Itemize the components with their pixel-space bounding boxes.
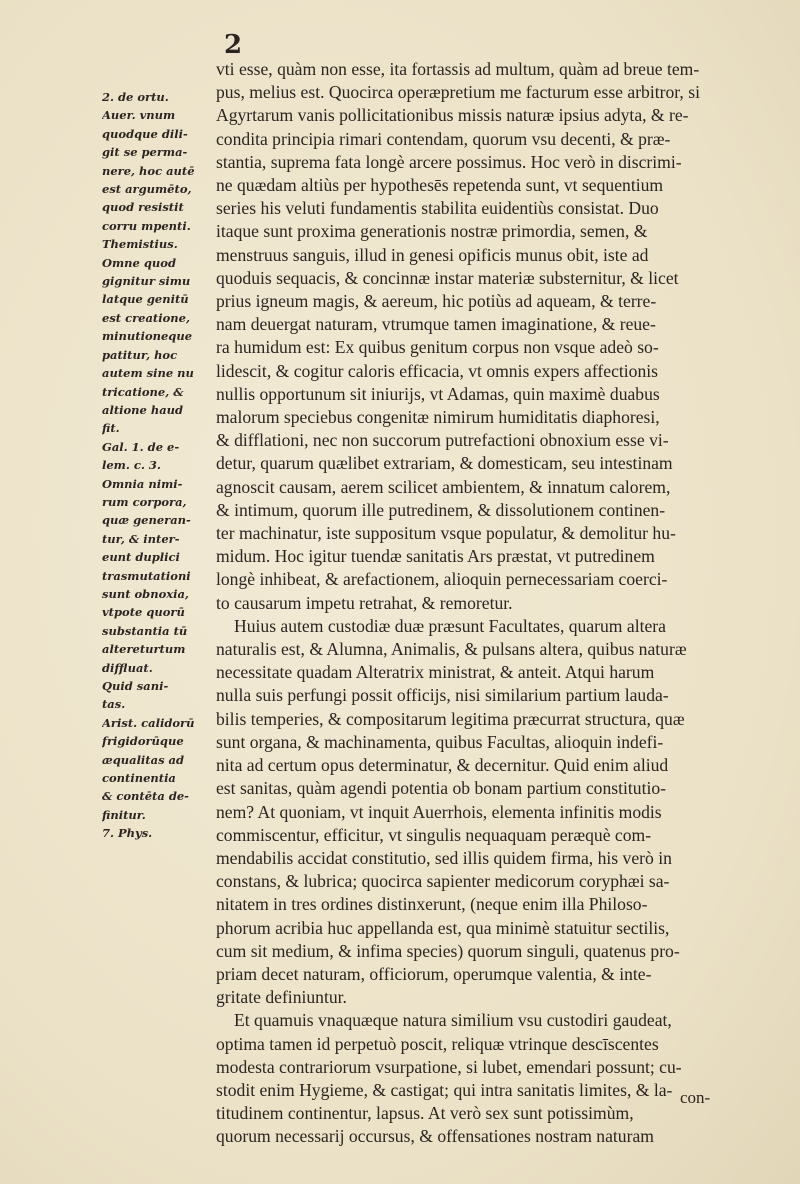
- text-line: longè inhibeat, & arefactionem, alioquin pernecessariam coerci-: [216, 569, 668, 590]
- margin-note-line: quæ generan-: [102, 513, 191, 528]
- margin-note-line: nere, hoc autē: [102, 163, 195, 178]
- text-line: bilis temperies, & compositarum legitima præcurrat structura, quæ: [216, 708, 685, 729]
- margin-note-line: Arist. calidorū: [102, 715, 195, 730]
- margin-note-line: git se perma-: [102, 145, 188, 160]
- text-line: priam decet naturam, officiorum, operumque valentia, & inte-: [216, 963, 652, 984]
- text-line: stodit enim Hygieme, & castigat; qui intra sanitatis limites, & la-: [216, 1079, 673, 1100]
- margin-note-line: trasmutationi: [102, 568, 191, 583]
- page-number: 2: [224, 30, 243, 60]
- text-line: pus, melius est. Quocirca operæpretium me facturum esse arbitror, si: [216, 82, 700, 103]
- margin-note-line: Auer. vnum: [102, 108, 176, 123]
- text-line: quorum necessarij occursus, & offensationes nostram naturam: [216, 1126, 654, 1147]
- text-line: malorum speciebus congenitæ nimirum humiditatis diaphoresi,: [216, 407, 660, 428]
- text-line: prius igneum magis, & aereum, hic potiùs ad aqueam, & terre-: [216, 291, 657, 312]
- margin-note-line: lem. c. 3.: [102, 458, 161, 473]
- margin-note-line: æqualitas ad: [102, 752, 185, 767]
- text-line: nulla suis perfungi possit officijs, nisi similarium partium lauda-: [216, 685, 669, 706]
- text-line: modesta contrariorum vsurpatione, si lubet, emendari possunt; cu-: [216, 1056, 682, 1077]
- text-line: ter machinatur, iste suppositum vsque populatur, & demolitur hu-: [216, 523, 676, 544]
- text-line: itaque sunt proxima generationis nostræ primordia, semen, &: [216, 221, 648, 242]
- text-line: midum. Hoc igitur tuendæ sanitatis Ars præstat, vt putredinem: [216, 546, 655, 567]
- margin-note-line: tas.: [102, 697, 126, 712]
- text-line: condita principia rimari contendam, quorum vsu decenti, & præ-: [216, 128, 671, 149]
- text-line: ne quædam altiùs per hypothesēs repetenda sunt, vt sequentium: [216, 175, 664, 196]
- margin-note-line: eunt duplici: [102, 550, 180, 565]
- margin-note-line: Quid sani-: [102, 679, 169, 693]
- margin-note-line: continentia: [102, 771, 176, 786]
- text-line: mendabilis accidat constitutio, sed illis quidem firma, his verò in: [216, 847, 672, 868]
- margin-note-line: frigidorūque: [102, 734, 184, 749]
- text-line: detur, quarum quælibet extrariam, & domesticam, seu intestinam: [216, 453, 673, 474]
- text-line: nam deuergat naturam, vtrumque tamen imaginatione, & reue-: [216, 314, 656, 335]
- catchword: con-: [680, 1088, 711, 1107]
- margin-note-line: & contēta de-: [102, 789, 189, 804]
- margin-note-line: autem sine nu: [102, 366, 194, 381]
- text-line: & intimum, quorum ille putredinem, & dissolutionem continen-: [216, 499, 666, 520]
- margin-note-line: est argumēto,: [102, 182, 192, 197]
- text-line: nullis opportunum sit iniurijs, vt Adamas, quin maximè duabus: [216, 383, 660, 404]
- text-line: Huius autem custodiæ duæ præsunt Facultates, quarum altera: [234, 615, 666, 636]
- text-line: lidescit, & cogitur caloris efficacia, vt omnis expers affectionis: [216, 360, 658, 381]
- margin-note-line: altereturtum: [102, 642, 186, 657]
- text-line: quoduis sequacis, & concinnæ instar materiæ substernitur, & licet: [216, 267, 679, 288]
- text-line: menstruus sanguis, illud in genesi opificis munus obit, iste ad: [216, 244, 649, 265]
- text-line: nitatem in tres ordines distinxerunt, (neque enim illa Philoso-: [216, 894, 648, 915]
- text-line: titudinem continentur, lapsus. At verò sex sunt potissimùm,: [216, 1103, 634, 1124]
- text-line: Agyrtarum vanis pollicitationibus missis naturæ ipsius adyta, & re-: [216, 105, 689, 126]
- margin-note-line: Themistius.: [102, 237, 178, 252]
- text-line: cum sit medium, & infima species) quorum singuli, quatenus pro-: [216, 940, 680, 961]
- text-line: est sanitas, quàm agendi potentia ob bonam partium constitutio-: [216, 778, 667, 799]
- margin-note-line: vtpote quorū: [102, 605, 185, 620]
- margin-note-line: 2. de ortu.: [102, 90, 169, 104]
- text-line: Et quamuis vnaquæque natura similium vsu custodiri gaudeat,: [234, 1010, 672, 1031]
- margin-note-line: Omne quod: [102, 255, 176, 270]
- margin-note-line: tricatione, &: [102, 384, 184, 399]
- text-line: series his veluti fundamentis stabilita euidentiùs consistat. Duo: [216, 198, 659, 219]
- margin-note-line: quodque dili-: [102, 126, 188, 141]
- text-line: to causarum impetu retrahat, & remoretur.: [216, 592, 513, 613]
- margin-note-line: quod resistit: [102, 200, 184, 215]
- text-line: vti esse, quàm non esse, ita fortassis ad multum, quàm ad breue tem-: [216, 59, 700, 79]
- text-line: ra humidum est: Ex quibus genitum corpus non vsque adeò so-: [216, 337, 659, 358]
- margin-note-line: rum corpora,: [102, 494, 187, 509]
- text-line: constans, & lubrica; quocirca sapienter medicorum coryphæi sa-: [216, 871, 670, 892]
- text-line: agnoscit causam, aerem scilicet ambientem, & innatum calorem,: [216, 476, 671, 497]
- margin-note-line: Omnia nimi-: [102, 476, 183, 491]
- margin-note-line: latque genitū: [102, 292, 189, 307]
- margin-note-line: diffluat.: [102, 660, 153, 675]
- text-line: optima tamen id perpetuò poscit, reliquæ vtrinque descīscentes: [216, 1033, 659, 1054]
- text-line: nem? At quoniam, vt inquit Auerrhois, elementa infinitis modis: [216, 801, 662, 822]
- margin-note-line: 7. Phys.: [102, 826, 153, 841]
- text-line: commiscentur, efficitur, vt singulis nequaquam peræquè com-: [216, 824, 652, 845]
- text-line: & difflationi, nec non succorum putrefactioni obnoxium esse vi-: [216, 430, 669, 451]
- margin-note-line: fit.: [102, 421, 120, 436]
- margin-note-line: substantia tū: [102, 623, 188, 638]
- margin-note-line: patitur, hoc: [102, 347, 178, 362]
- main-text-block: [216, 58, 776, 1149]
- margin-note-line: minutioneque: [102, 329, 193, 344]
- text-line: phorum acribia huc appellanda est, qua minimè statuitur sectilis,: [216, 917, 670, 938]
- margin-note-line: Gal. 1. de e-: [102, 439, 180, 454]
- margin-note-line: altione haud: [102, 402, 184, 417]
- text-line: sunt organa, & machinamenta, quibus Facultas, alioquin indefi-: [216, 731, 664, 752]
- margin-note-line: tur, & inter-: [102, 531, 180, 546]
- margin-note-line: sunt obnoxia,: [102, 586, 189, 601]
- margin-note-line: finitur.: [102, 807, 146, 822]
- text-line: gritate definiuntur.: [216, 987, 347, 1008]
- margin-note-line: est creatione,: [102, 310, 190, 325]
- text-line: stantia, suprema fata longè arcere possimus. Hoc verò in discrimi-: [216, 151, 682, 172]
- text-line: necessitate quadam Alteratrix ministrat, & anteit. Atqui harum: [216, 662, 655, 683]
- margin-notes: [102, 88, 212, 843]
- margin-note-line: corru mpenti.: [102, 218, 191, 233]
- margin-note-line: gignitur simu: [102, 274, 191, 289]
- text-line: naturalis est, & Alumna, Animalis, & pulsans altera, quibus naturæ: [216, 639, 687, 660]
- text-line: nita ad certum opus determinatur, & decernitur. Quid enim aliud: [216, 755, 669, 776]
